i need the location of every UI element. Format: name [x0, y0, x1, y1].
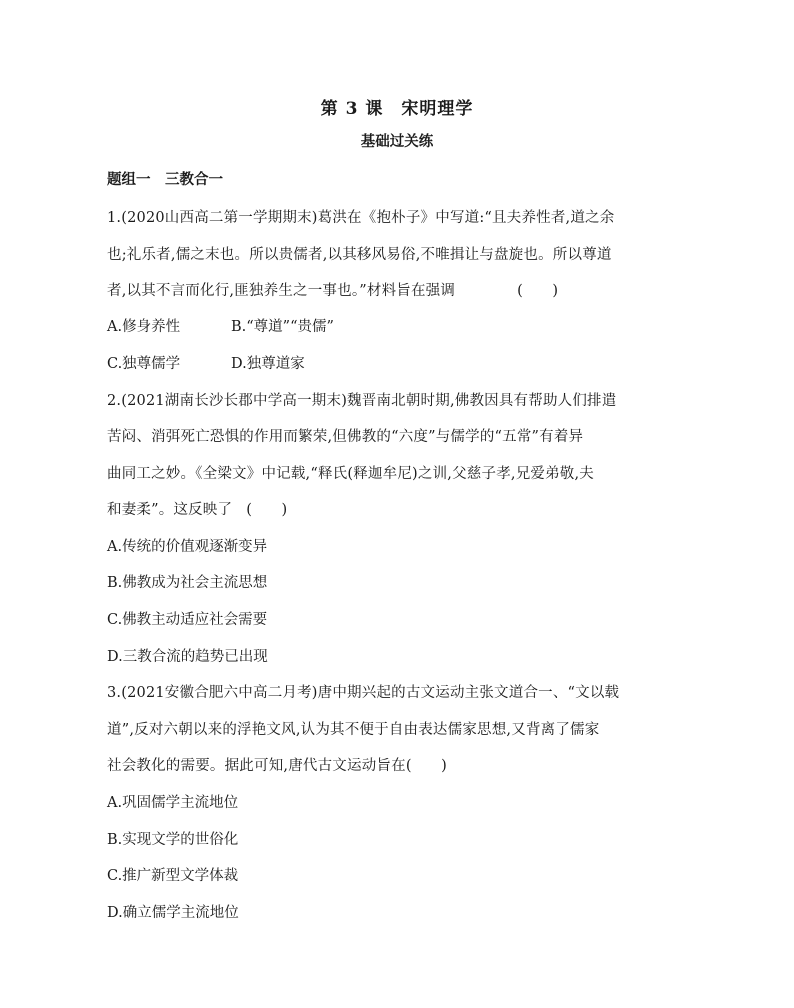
q1-option-a: A.修身养性 [107, 319, 181, 335]
q2-option-a: A.传统的价值观逐渐变异 [107, 539, 268, 555]
q2-line-4-text: 和妻柔”。这反映了 [107, 502, 233, 518]
q3-option-d: D.确立儒学主流地位 [107, 905, 239, 921]
q1-option-c: C.独尊儒学 [107, 356, 181, 372]
question-group-heading: 题组一 三教合一 [107, 171, 223, 188]
section-subtitle: 基础过关练 [360, 133, 434, 150]
q1-line-2: 也;礼乐者,儒之末也。所以贵儒者,以其移风易俗,不唯揖让与盘旋也。所以尊道 [107, 247, 612, 263]
q1-line-3 [107, 279, 558, 300]
lesson-title: 第 3 课 宋明理学 [320, 99, 474, 119]
q2-option-c: C.佛教主动适应社会需要 [107, 612, 268, 628]
q2-line-4 [107, 498, 287, 519]
q1-line-1: 1.(2020山西高二第一学期期末)葛洪在《抱朴子》中写道:“且夫养性者,道之余 [107, 210, 615, 226]
q3-line-2: 道”,反对六朝以来的浮艳文风,认为其不便于自由表达儒家思想,又背离了儒家 [107, 722, 600, 738]
q3-line-3 [107, 754, 447, 775]
q3-option-c: C.推广新型文学体裁 [107, 868, 239, 884]
q1-line-3-text: 者,以其不言而化行,匪独养生之一事也。”材料旨在强调 [107, 283, 456, 299]
q1-answer-bracket: ( ) [517, 283, 559, 299]
q3-option-a: A.巩固儒学主流地位 [107, 795, 239, 811]
q2-option-b: B.佛教成为社会主流思想 [107, 575, 268, 591]
q3-answer-bracket: ( ) [405, 758, 447, 774]
q2-line-2: 苦闷、消弭死亡恐惧的作用而繁荣,但佛教的“六度”与儒学的“五常”有着异 [107, 429, 584, 445]
q2-line-3: 曲同工之妙。《全梁文》中记载,“释氏(释迦牟尼)之训,父慈子孝,兄爱弟敬,夫 [107, 466, 595, 482]
q2-line-1: 2.(2021湖南长沙长郡中学高一期末)魏晋南北朝时期,佛教因具有帮助人们排遣 [107, 393, 617, 409]
q1-option-b: B.“尊道”“贵儒” [231, 319, 334, 335]
q3-option-b: B.实现文学的世俗化 [107, 832, 239, 848]
q1-option-d: D.独尊道家 [231, 356, 305, 372]
q2-answer-bracket: ( ) [246, 502, 288, 518]
q2-option-d: D.三教合流的趋势已出现 [107, 649, 268, 665]
q3-line-1: 3.(2021安徽合肥六中高二月考)唐中期兴起的古文运动主张文道合一、“文以载 [107, 685, 620, 701]
q3-line-3-text: 社会教化的需要。据此可知,唐代古文运动旨在 [107, 758, 406, 774]
